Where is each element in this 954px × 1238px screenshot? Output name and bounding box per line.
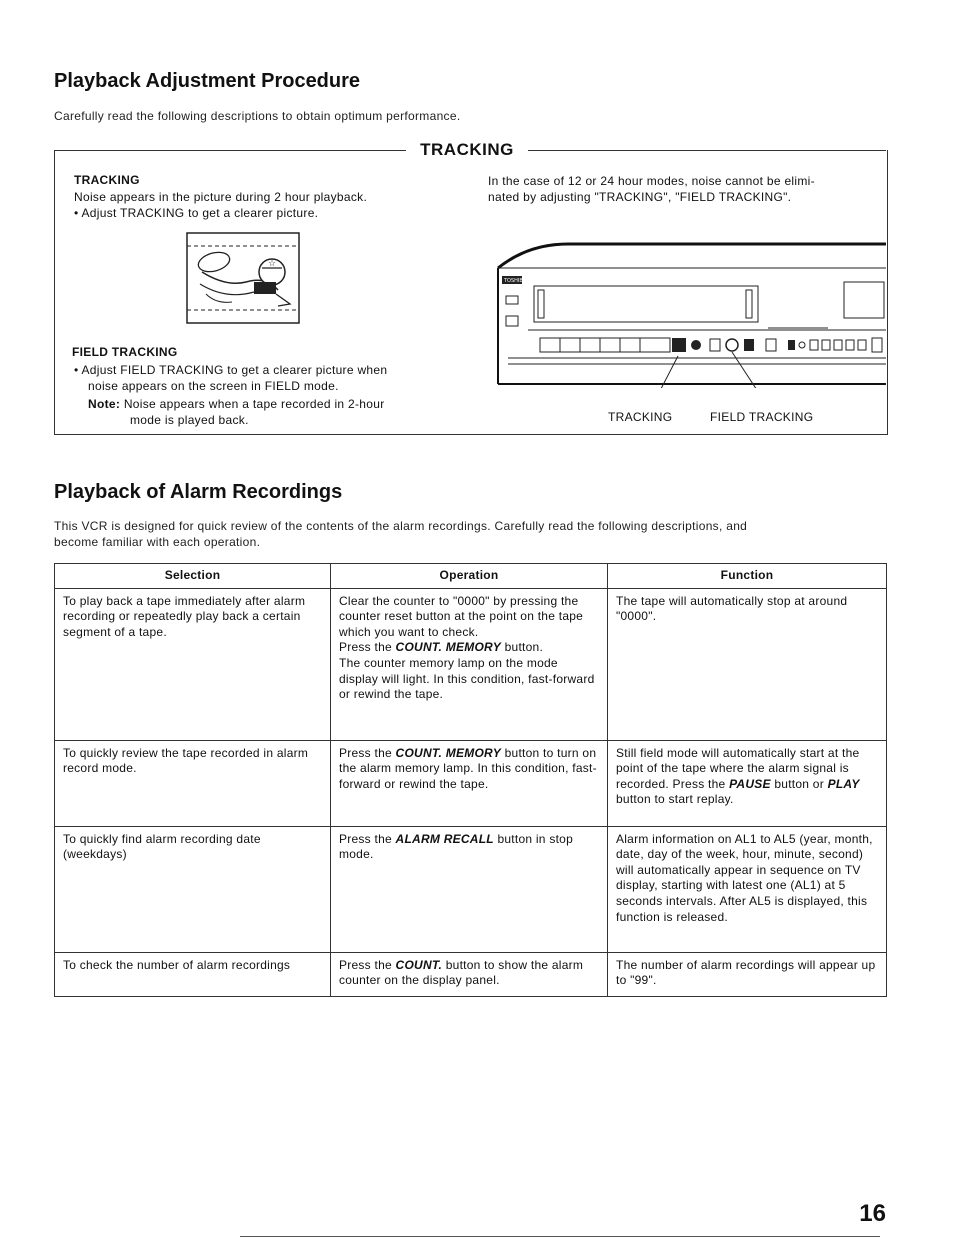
operation-text-after: button in stop mode.: [339, 831, 573, 862]
operation-cell: [331, 740, 608, 826]
tracking-box-top-right-line: [528, 150, 886, 151]
operation-cell: [331, 952, 608, 996]
table-header-row: [55, 564, 887, 589]
operation-text-after: button.: [501, 640, 544, 655]
table-row: [55, 740, 887, 826]
operation-segment: [339, 594, 599, 641]
tracking-box-title: TRACKING: [420, 140, 514, 159]
button-name-count-memory: COUNT. MEMORY: [395, 640, 502, 655]
operation-text: Clear the counter to "0000" by pressing the counter reset button at the point on the tape which you want to check.: [339, 593, 584, 639]
operation-cell: [331, 826, 608, 952]
alarm-intro-line-1: This VCR is designed for quick review of the contents of the alarm recordings. Carefully read the following descriptions, and: [54, 519, 748, 533]
alarm-intro-line-2: become familiar with each operation.: [54, 535, 261, 549]
vcr-field-tracking-label: FIELD TRACKING: [710, 410, 814, 424]
note-text-1: Noise appears when a tape recorded in 2-hour: [123, 397, 385, 411]
section-title-playback-adjustment: Playback Adjustment Procedure: [54, 70, 361, 92]
operation-cell: [331, 588, 608, 740]
function-text-after: button to start replay.: [616, 792, 734, 807]
section-intro: Carefully read the following descriptions to obtain optimum performance.: [54, 109, 461, 123]
note-line-2: mode is played back.: [130, 413, 249, 427]
vcr-brand-label: TOSHIBA: [504, 278, 527, 284]
function-cell: [608, 952, 887, 996]
selection-cell: To quickly find alarm recording date (weekdays): [55, 826, 331, 952]
operation-text: Press the: [339, 745, 396, 760]
right-note-line-2: nated by adjusting "TRACKING", "FIELD TRACKING".: [488, 190, 792, 204]
function-cell: [608, 826, 887, 952]
function-segment: [729, 777, 828, 791]
selection-cell: To play back a tape immediately after alarm recording or repeatedly play back a certain segment of a tape.: [55, 588, 331, 740]
operation-segment: [339, 746, 599, 793]
svg-text:☆: ☆: [268, 259, 277, 269]
tracking-line-1: Noise appears in the picture during 2 hour playback.: [74, 190, 368, 204]
note-line-1: [88, 396, 385, 412]
operation-text: Press the: [339, 957, 396, 972]
function-text: Alarm information on AL1 to AL5 (year, month, date, day of the week, hour, minute, second) will automatically appear in sequence on TV display, starting with latest one (AL1) at 5 seconds intervals. After AL5 is displayed, this function is released.: [616, 831, 873, 924]
operation-text-after: button to show the alarm counter on the display panel.: [339, 957, 584, 988]
field-tracking-line-1: • Adjust FIELD TRACKING to get a clearer picture when: [74, 363, 388, 377]
function-text-after: button or: [770, 776, 828, 791]
table-body: [55, 588, 887, 996]
alarm-operations-table: [54, 563, 887, 997]
button-name-pause: PAUSE: [729, 776, 771, 791]
operation-text-after: button to turn on the alarm memory lamp. In this condition, fast-forward or rewind the tape.: [339, 745, 597, 791]
button-name-count-memory: COUNT. MEMORY: [395, 745, 502, 760]
button-name-count: COUNT.: [395, 957, 443, 972]
operation-segment: [339, 640, 599, 656]
header-selection: Selection: [55, 564, 331, 589]
operation-segment: [339, 832, 599, 863]
header-function: Function: [608, 564, 887, 589]
operation-segment: [339, 958, 599, 989]
function-text: The tape will automatically stop at around "0000".: [616, 593, 848, 624]
function-text: The number of alarm recordings will appear up to "99".: [616, 957, 876, 988]
selection-cell: To check the number of alarm recordings: [55, 952, 331, 996]
field-tracking-line-2: noise appears on the screen in FIELD mode.: [88, 379, 339, 393]
page-number: 16: [859, 1200, 886, 1227]
tracking-box-top-left-line: [54, 150, 406, 151]
tv-noise-illustration: [186, 232, 300, 324]
header-operation: Operation: [331, 564, 608, 589]
selection-cell: To quickly review the tape recorded in alarm record mode.: [55, 740, 331, 826]
function-text: Still field mode will automatically start at the point of the tape where the alarm signal is recorded. Press the: [616, 745, 860, 791]
table-row: [55, 826, 887, 952]
operation-text: The counter memory lamp on the mode display will light. In this condition, fast-forward or rewind the tape.: [339, 655, 595, 702]
function-cell: [608, 740, 887, 826]
vcr-front-panel-illustration: [488, 238, 886, 388]
note-label: Note:: [88, 397, 121, 411]
operation-text: Press the: [339, 640, 396, 655]
function-segment: [616, 594, 878, 625]
function-segment: [616, 832, 878, 926]
button-name-play: PLAY: [827, 776, 860, 791]
right-note-line-1: In the case of 12 or 24 hour modes, noise cannot be elimi-: [488, 174, 815, 188]
operation-segment: [339, 656, 599, 703]
button-name-alarm-recall: ALARM RECALL: [395, 831, 494, 846]
operation-text: Press the: [339, 831, 396, 846]
tracking-heading: TRACKING: [74, 173, 140, 187]
function-segment: [616, 958, 878, 989]
function-cell: [608, 588, 887, 740]
vcr-tracking-label: TRACKING: [608, 410, 673, 424]
table-row: [55, 588, 887, 740]
tracking-line-2: • Adjust TRACKING to get a clearer picture.: [74, 206, 319, 220]
section-title-alarm-recordings: Playback of Alarm Recordings: [54, 481, 343, 503]
footer-rule: [240, 1236, 880, 1237]
table-row: [55, 952, 887, 996]
field-tracking-heading: FIELD TRACKING: [72, 345, 178, 359]
